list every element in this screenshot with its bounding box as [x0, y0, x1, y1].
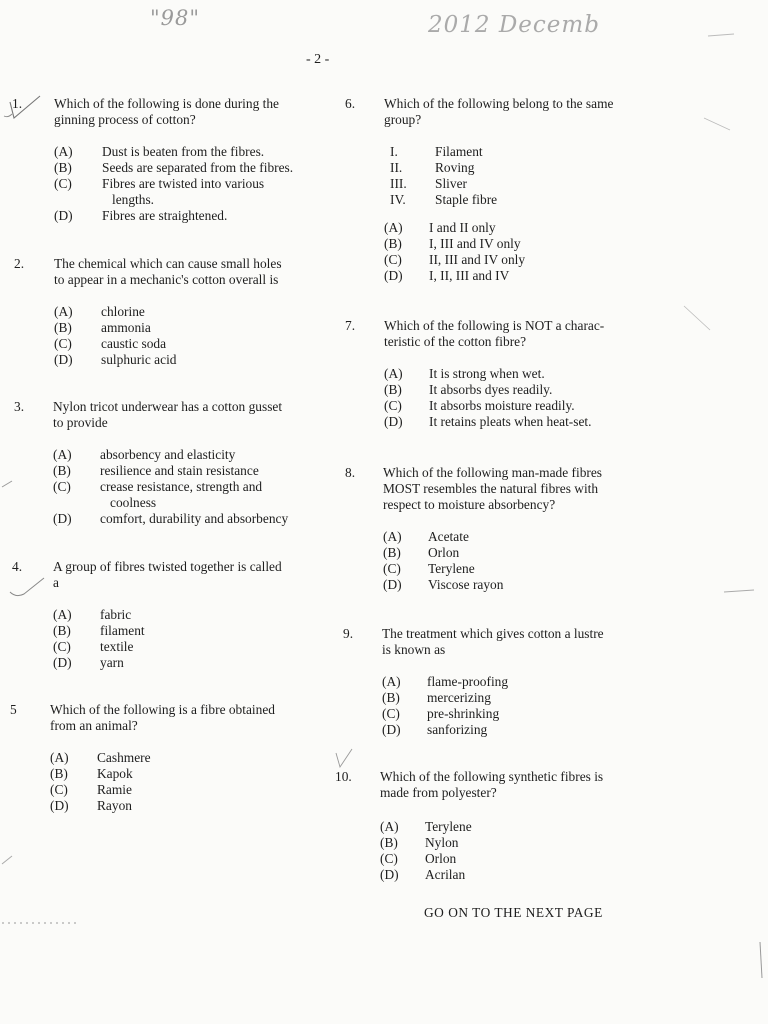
option-text: Viscose rayon [428, 577, 504, 592]
question-text-line: Which of the following belong to the same [384, 96, 614, 111]
question-text-line: teristic of the cotton fibre? [384, 334, 527, 349]
option-text: yarn [100, 655, 124, 670]
option-text: It is strong when wet. [429, 366, 545, 381]
option-label: (C) [380, 851, 398, 866]
question-text-line: A group of fibres twisted together is called [53, 559, 282, 574]
option-label: (C) [54, 336, 72, 351]
option-text: mercerizing [427, 690, 491, 705]
question-text-line: a [53, 575, 59, 590]
pencil-stroke [0, 850, 20, 870]
question-text-line: Which of the following man-made fibres [383, 465, 603, 480]
question-text-line: from an animal? [50, 718, 138, 733]
option-text: Cashmere [97, 750, 151, 765]
option-label: (C) [50, 782, 68, 797]
question-text-line: to appear in a mechanic's cotton overall is [54, 272, 279, 287]
option-label: (C) [383, 561, 401, 576]
option-label: (D) [53, 655, 72, 670]
handwritten-note-top-left: "98" [150, 6, 201, 30]
option-label: (B) [54, 320, 72, 335]
option-label: (B) [53, 623, 71, 638]
option-text: Nylon [425, 835, 459, 850]
pencil-stroke [680, 300, 720, 340]
option-text: Kapok [97, 766, 133, 781]
option-text: Terylene [425, 819, 472, 834]
option-label: (C) [382, 706, 400, 721]
option-label: (B) [382, 690, 400, 705]
question-text-line: Which of the following synthetic fibres is [380, 769, 604, 784]
option-text: I, III and IV only [429, 236, 521, 251]
option-text: I, II, III and IV [429, 268, 510, 283]
question-text-line: Which of the following is a fibre obtained [50, 702, 275, 717]
option-text: absorbency and elasticity [100, 447, 236, 462]
question-text-line: to provide [53, 415, 108, 430]
option-text: caustic soda [101, 336, 167, 351]
option-text: Orlon [425, 851, 457, 866]
pencil-stroke [720, 580, 760, 600]
option-text: Fibres are twisted into various [102, 176, 265, 191]
handwritten-note-top-right: 2012 Decemb [428, 12, 600, 38]
option-label: (B) [53, 463, 71, 478]
pencil-stroke [704, 26, 744, 46]
option-label: (D) [382, 722, 401, 737]
option-label: (D) [383, 577, 402, 592]
question-number: 6. [345, 96, 356, 111]
option-label: (C) [384, 252, 402, 267]
option-text: Fibres are straightened. [102, 208, 228, 223]
question-text-line: The chemical which can cause small holes [54, 256, 282, 271]
question-text-line: Which of the following is done during the [54, 96, 279, 111]
option-text: lengths. [112, 192, 155, 207]
page-number: - 2 - [306, 52, 330, 67]
option-label: (A) [54, 144, 73, 159]
option-text: resilience and stain resistance [100, 463, 259, 478]
option-label: (D) [380, 867, 399, 882]
pencil-check-mark [330, 745, 360, 775]
question-text-line: Nylon tricot underwear has a cotton gusset [53, 399, 283, 414]
option-label: (A) [54, 304, 73, 319]
option-text: fabric [100, 607, 132, 622]
option-label: (C) [53, 639, 71, 654]
question-text-line: group? [384, 112, 422, 127]
option-label: (B) [383, 545, 401, 560]
option-text: It absorbs moisture readily. [429, 398, 575, 413]
option-label: (B) [384, 382, 402, 397]
option-text: Dust is beaten from the fibres. [102, 144, 265, 159]
option-text: It absorbs dyes readily. [429, 382, 553, 397]
option-label: (B) [50, 766, 68, 781]
pencil-check-mark [0, 92, 50, 137]
option-label: (D) [384, 414, 403, 429]
roman-text: Staple fibre [435, 192, 498, 207]
option-text: Terylene [428, 561, 475, 576]
option-text: pre-shrinking [427, 706, 500, 721]
question-text-line: Which of the following is NOT a charac- [384, 318, 605, 333]
option-text: comfort, durability and absorbency [100, 511, 289, 526]
question-number: 8. [345, 465, 356, 480]
option-label: (A) [380, 819, 399, 834]
option-label: (A) [384, 220, 403, 235]
option-label: (C) [384, 398, 402, 413]
question-text-line: The treatment which gives cotton a lustre [382, 626, 604, 641]
option-text: sanforizing [427, 722, 488, 737]
option-text: Rayon [97, 798, 132, 813]
question-number: 10. [335, 769, 352, 784]
next-page-instruction: GO ON TO THE NEXT PAGE [424, 905, 603, 920]
option-text: coolness [110, 495, 157, 510]
question-number: 3. [14, 399, 25, 414]
question-number: 2. [14, 256, 25, 271]
roman-text: Roving [435, 160, 475, 175]
option-label: (B) [384, 236, 402, 251]
pencil-check-mark [4, 572, 54, 602]
roman-label: I. [390, 144, 398, 159]
option-text: Acetate [428, 529, 469, 544]
option-label: (A) [384, 366, 403, 381]
option-text: ammonia [101, 320, 151, 335]
roman-label: II. [390, 160, 403, 175]
pencil-stroke [0, 475, 20, 495]
question-text-line: ginning process of cotton? [54, 112, 196, 127]
option-label: (C) [53, 479, 71, 494]
roman-label: III. [390, 176, 407, 191]
question-number: 1. [12, 96, 23, 111]
option-text: I and II only [429, 220, 496, 235]
option-label: (D) [50, 798, 69, 813]
roman-text: Sliver [435, 176, 467, 191]
option-text: Acrilan [425, 867, 466, 882]
option-label: (A) [50, 750, 69, 765]
option-text: Seeds are separated from the fibres. [102, 160, 294, 175]
pencil-stroke [700, 110, 740, 140]
option-label: (D) [384, 268, 403, 283]
question-number: 9. [343, 626, 354, 641]
question-text-line: is known as [382, 642, 446, 657]
option-text: It retains pleats when heat-set. [429, 414, 592, 429]
option-text: Ramie [97, 782, 132, 797]
option-text: Orlon [428, 545, 460, 560]
roman-label: IV. [390, 192, 406, 207]
option-label: (A) [383, 529, 402, 544]
question-text-line: respect to moisture absorbency? [383, 497, 556, 512]
option-text: chlorine [101, 304, 145, 319]
option-label: (B) [380, 835, 398, 850]
pencil-stroke [740, 940, 768, 980]
question-number: 5 [10, 702, 17, 717]
option-text: flame-proofing [427, 674, 509, 689]
option-text: sulphuric acid [101, 352, 177, 367]
option-label: (D) [54, 352, 73, 367]
option-text: textile [100, 639, 134, 654]
option-text: crease resistance, strength and [100, 479, 263, 494]
question-number: 4. [12, 559, 23, 574]
option-label: (D) [53, 511, 72, 526]
scan-dots [0, 918, 90, 928]
option-label: (A) [53, 607, 72, 622]
question-number: 7. [345, 318, 356, 333]
option-text: filament [100, 623, 145, 638]
option-label: (A) [382, 674, 401, 689]
option-label: (C) [54, 176, 72, 191]
option-label: (A) [53, 447, 72, 462]
option-text: II, III and IV only [429, 252, 526, 267]
option-label: (D) [54, 208, 73, 223]
roman-text: Filament [435, 144, 483, 159]
question-text-line: MOST resembles the natural fibres with [383, 481, 599, 496]
question-text-line: made from polyester? [380, 785, 497, 800]
option-label: (B) [54, 160, 72, 175]
